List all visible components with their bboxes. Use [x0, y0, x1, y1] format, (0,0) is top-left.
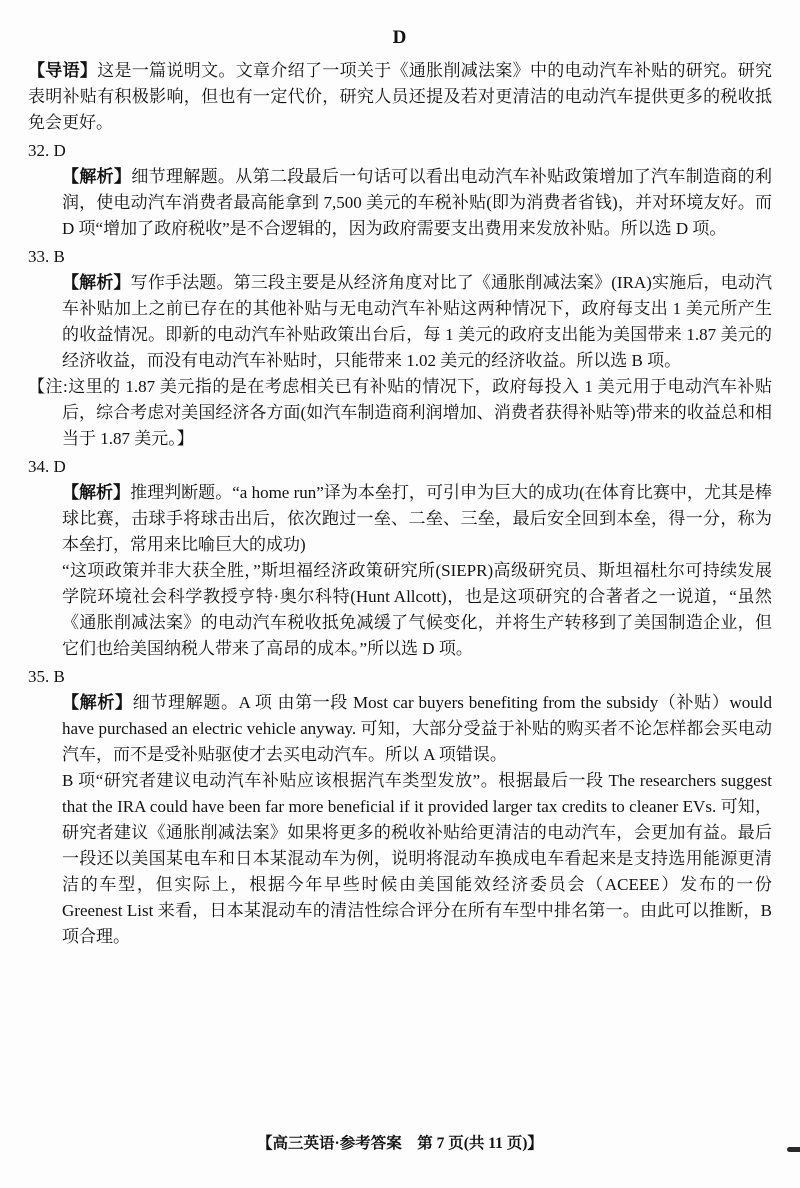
analysis-paragraph-continued	[62, 558, 772, 662]
analysis-paragraph	[62, 480, 772, 558]
question-number: 33. B	[28, 247, 65, 266]
question-block-35	[28, 664, 772, 950]
analysis-paragraph	[62, 690, 772, 768]
page-footer: 【高三英语·参考答案 第 7 页(共 11 页)】	[257, 1135, 543, 1152]
analysis-text: 细节理解题。A 项 由第一段 Most car buyers benefiting from the subsidy（补贴）would have purchased an electric vehicle anyway. 可知，大部分受益于补贴的购买者不论怎样都会买电动汽车，而不是受补贴驱使才去买电动汽车。所以 A 项错误。	[62, 693, 773, 764]
question-block-33	[28, 244, 772, 452]
analysis-text: 细节理解题。从第二段最后一句话可以看出电动汽车补贴政策增加了汽车制造商的利润，使电动汽车消费者最高能拿到 7,500 美元的车税补贴(即为消费者省钱)，并对环境友好。而 D 项“增加了政府税收”是不合逻辑的，因为政府需要支出费用来发放补贴。所以选 D 项。	[62, 167, 773, 238]
analysis-paragraph-continued	[62, 768, 772, 950]
analysis-text: 写作手法题。第三段主要是从经济角度对比了《通胀削减法案》(IRA)实施后，电动汽车补贴加上之前已存在的其他补贴与无电动汽车补贴这两种情况下，政府每支出 1 美元所产生的收益情况。即新的电动汽车补贴政策出台后，每 1 美元的政府支出能为美国带来 1.87 美元的经济收益，而没有电动汽车补贴时，只能带来 1.02 美元的经济收益。所以选 B 项。	[62, 273, 772, 370]
analysis-text: “这项政策并非大获全胜，”斯坦福经济政策研究所(SIEPR)高级研究员、斯坦福杜尔可持续发展学院环境社会科学教授亨特·奥尔科特(Hunt Allcott)，也是这项研究的合著者之一说道，“虽然《通胀削减法案》的电动汽车税收抵免减缓了气候变化，并将生产转移到了美国制造企业，但它们也给美国纳税人带来了高昂的成本。”所以选 D 项。	[62, 561, 772, 658]
intro-text: 这是一篇说明文。文章介绍了一项关于《通胀削减法案》中的电动汽车补贴的研究。研究表明补贴有积极影响，但也有一定代价，研究人员还提及若对更清洁的电动汽车提供更多的税收抵免会更好。	[28, 61, 773, 132]
question-number: 35. B	[28, 667, 65, 686]
analysis-note: 【注:这里的 1.87 美元指的是在考虑相关已有补贴的情况下，政府每投入 1 美元用于电动汽车补贴后，综合考虑对美国经济各方面(如汽车制造商利润增加、消费者获得补贴等)带来的收益总和相当于 1.87 美元。】	[28, 377, 772, 448]
analysis-text: B 项“研究者建议电动汽车补贴应该根据汽车类型发放”。根据最后一段 The researchers suggest that the IRA could have been far more beneficial if it provided larger tax credits to cleaner EVs. 可知，研究者建议《通胀削减法案》如果将更多的税收补贴给更清洁的电动汽车，会更加有益。最后一段还以美国某电车和日本某混动车为例，说明将混动车换成电车看起来是支持选用能源更清洁的车型，但实际上，根据今年早些时候由美国能效经济委员会（ACEEE）发布的一份 Greenest List 来看，日本某混动车的清洁性综合评分在所有车型中排名第一。由此可以推断，B 项合理。	[62, 771, 772, 946]
analysis-label: 【解析】	[62, 167, 132, 186]
analysis-text: 推理判断题。“a home run”译为本垒打，可引申为巨大的成功(在体育比赛中，尤其是棒球比赛，击球手将球击出后，依次跑过一垒、二垒、三垒，最后安全回到本垒，得一分，称为本垒打，常用来比喻巨大的成功)	[62, 483, 773, 554]
scan-edge-mark	[787, 1147, 800, 1152]
question-number: 32. D	[28, 141, 66, 160]
question-number: 34. D	[28, 457, 66, 476]
analysis-label: 【解析】	[62, 273, 131, 292]
analysis-paragraph	[62, 164, 772, 242]
section-title: D	[392, 27, 408, 48]
question-block-34	[28, 454, 772, 662]
analysis-paragraph	[62, 270, 772, 374]
analysis-label: 【解析】	[62, 693, 133, 712]
question-block-32	[28, 138, 772, 242]
intro-paragraph	[28, 58, 772, 136]
analysis-label: 【解析】	[62, 483, 131, 502]
intro-label: 【导语】	[28, 61, 98, 80]
